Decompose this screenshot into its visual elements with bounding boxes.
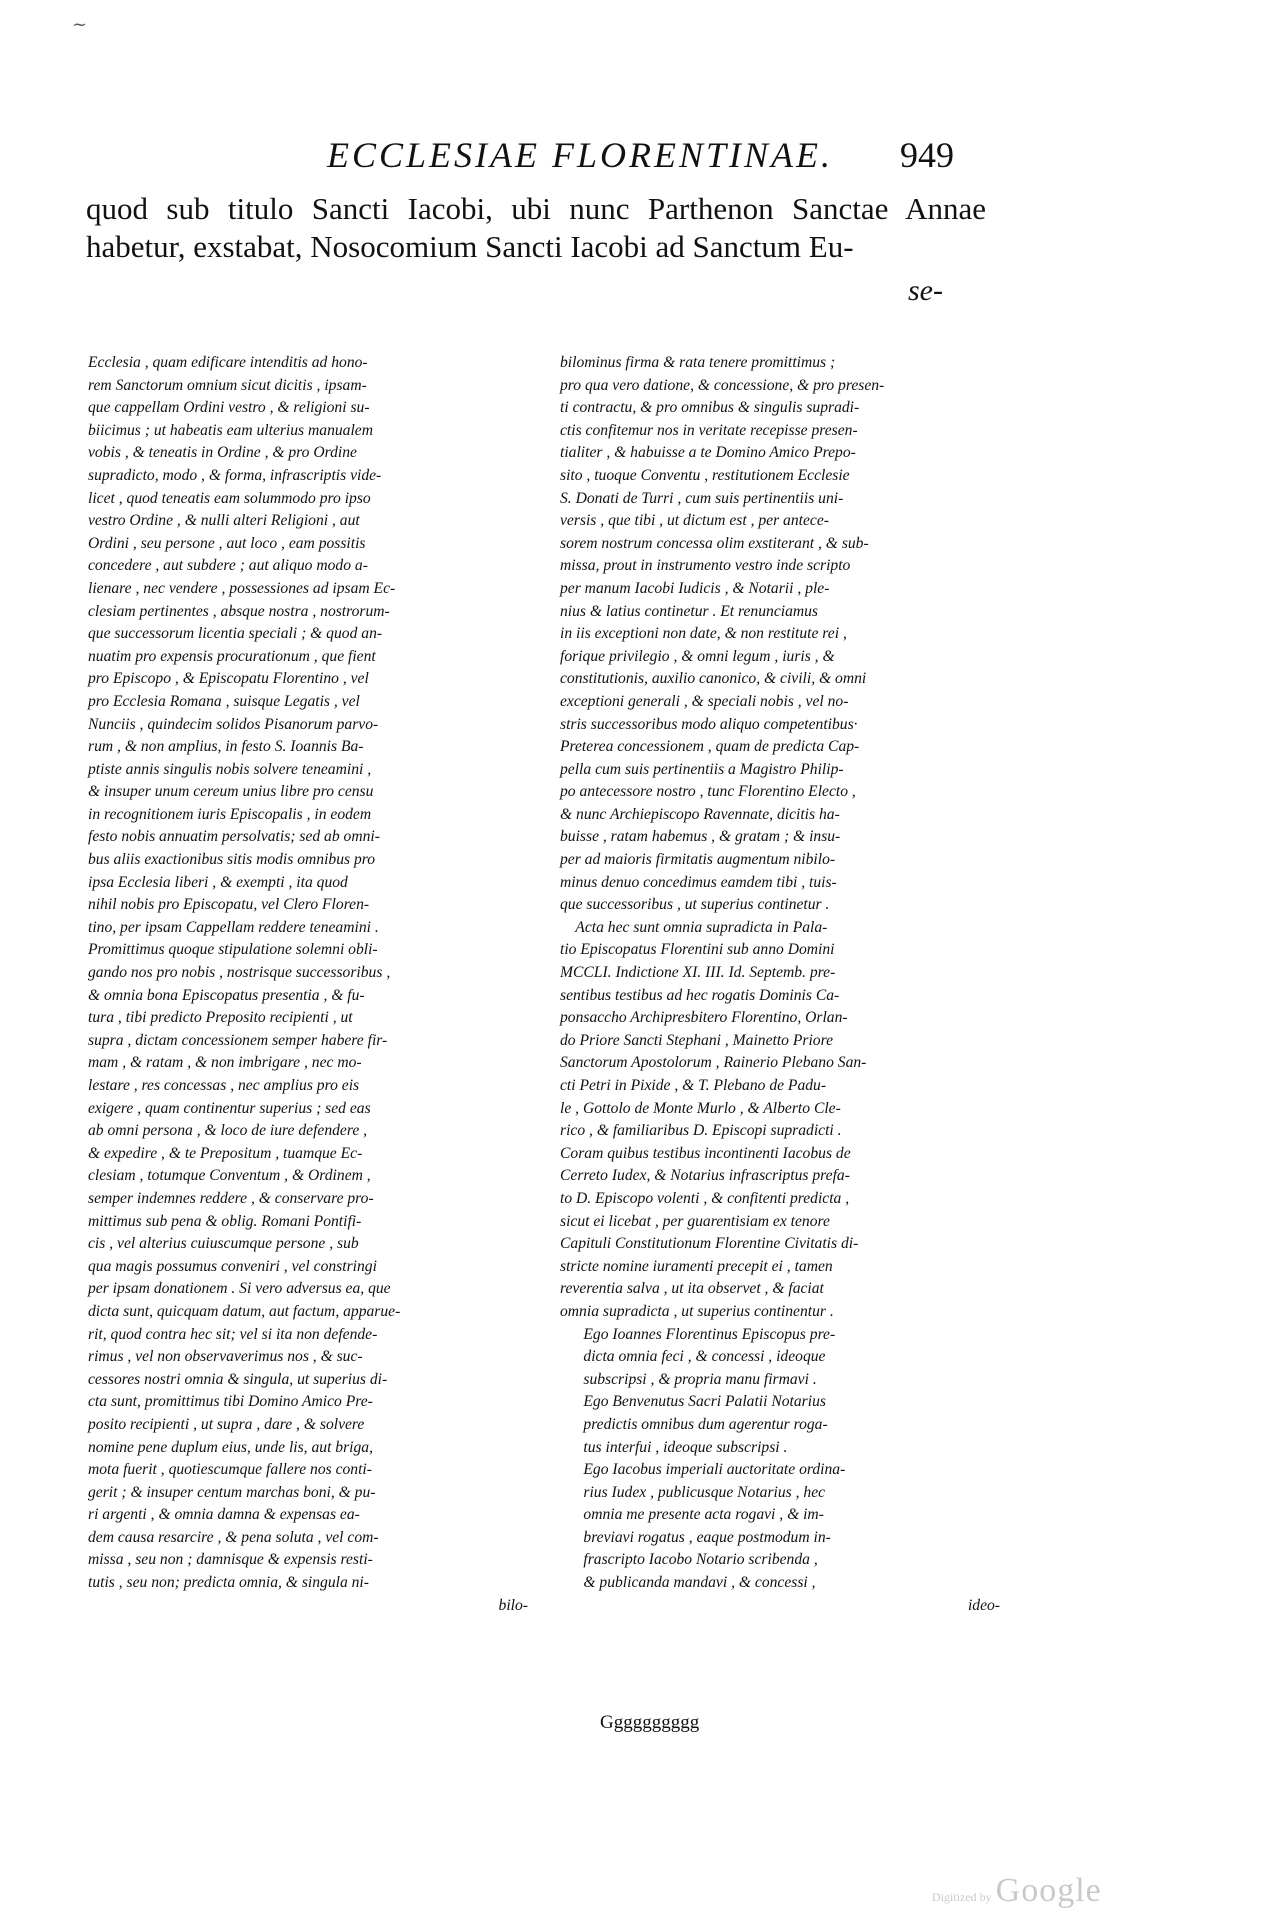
- right-column-line: constitutionis, auxilio canonico, & civili, & omni: [560, 670, 867, 688]
- signature-mark: Gggggggggg: [600, 1712, 700, 1733]
- right-column-line: S. Donati de Turri , cum suis pertinentiis uni-: [560, 489, 844, 507]
- right-column-line: sicut ei licebat , per guarentisiam ex tenore: [560, 1212, 830, 1230]
- left-column-line: & insuper unum cereum unius libre pro censu: [88, 783, 374, 801]
- right-catchword: ideo-: [967, 1596, 1000, 1614]
- left-column-line: licet , quod teneatis eam solummodo pro ipso: [88, 489, 371, 507]
- right-column-line: exceptioni generali , & speciali nobis , vel no-: [560, 692, 849, 710]
- right-column-line: sentibus testibus ad hec rogatis Dominis Ca-: [560, 986, 840, 1004]
- left-column-line: nuatim pro expensis procurationum , que fient: [88, 647, 376, 665]
- right-column-line: subscripsi , & propria manu firmavi .: [560, 1370, 817, 1388]
- right-column-line: le , Gottolo de Monte Murlo , & Alberto Cle-: [560, 1099, 841, 1117]
- right-column-line: pella cum suis pertinentiis a Magistro Philip-: [560, 760, 844, 778]
- right-column-line: reverentia salva , ut ita observet , & faciat: [560, 1280, 824, 1298]
- left-column-line: cis , vel alterius cuiuscumque persone , sub: [88, 1235, 359, 1253]
- left-column-line: clesiam , totumque Conventum , & Ordinem ,: [88, 1167, 371, 1185]
- left-column-line: bus aliis exactionibus sitis modis omnibus pro: [88, 851, 376, 869]
- right-column-line: & nunc Archiepiscopo Ravennate, dicitis ha-: [560, 805, 840, 823]
- left-column-line: tura , tibi predicto Preposito recipienti , ut: [88, 1009, 353, 1027]
- digitized-watermark: [932, 1872, 1102, 1910]
- lead-paragraph-end: se-: [908, 274, 943, 307]
- left-column-line: cessores nostri omnia & singula, ut superius di-: [88, 1370, 388, 1388]
- left-column-line: Nunciis , quindecim solidos Pisanorum parvo-: [88, 715, 379, 733]
- right-column-line: ti contractu, & pro omnibus & singulis supradi-: [560, 399, 860, 417]
- right-column-line: rius Iudex , publicusque Notarius , hec: [560, 1483, 826, 1501]
- left-column-line: ri argenti , & omnia damna & expensas ea-: [88, 1506, 360, 1524]
- left-column-line: & omnia bona Episcopatus presentia , & fu-: [88, 986, 365, 1004]
- left-column-line: exigere , quam continentur superius ; sed eas: [88, 1099, 371, 1117]
- watermark-small-text: Digitized by: [932, 1890, 992, 1904]
- left-column-line: Ecclesia , quam edificare intenditis ad hono-: [88, 354, 368, 371]
- right-column-line: omnia me presente acta rogavi , & im-: [560, 1506, 824, 1524]
- left-column-line: qua magis possumus conveniri , vel constringi: [88, 1257, 377, 1275]
- left-column-line: mota fuerit , quotiescumque fallere nos conti-: [88, 1461, 372, 1479]
- lead-paragraph: quod sub titulo Sancti Iacobi, ubi nunc Parthenon Sanctae Annae habetur, exstabat, Nosocomium Sancti Iacobi ad Sanctum Eu-: [86, 191, 986, 264]
- right-column-line: minus denuo concedimus eamdem tibi , tuis-: [560, 873, 837, 891]
- left-column-line: vestro Ordine , & nulli alteri Religioni , aut: [88, 512, 360, 530]
- left-column-line: supradicto, modo , & forma, infrascriptis vide-: [88, 466, 382, 484]
- right-column-line: buisse , ratam habemus , & gratam ; & insu-: [560, 828, 841, 846]
- left-column-line: ptiste annis singulis nobis solvere teneamini ,: [88, 760, 372, 778]
- left-column-line: que successorum licentia speciali ; & quod an-: [88, 625, 383, 643]
- left-column-line: nomine pene duplum eius, unde lis, aut briga,: [88, 1438, 373, 1456]
- left-column-line: & expedire , & te Prepositum , tuamque Ec-: [88, 1144, 363, 1162]
- right-column-line: Sanctorum Apostolorum , Rainerio Plebano San-: [560, 1054, 867, 1072]
- right-column-line: to D. Episcopo volenti , & confitenti predicta ,: [560, 1189, 850, 1207]
- right-column-line: bilominus firma & rata tenere promittimus ;: [560, 354, 836, 371]
- left-catchword: bilo-: [498, 1596, 528, 1614]
- left-column-line: clesiam pertinentes , absque nostra , nostrorum-: [88, 602, 390, 620]
- left-column-line: que cappellam Ordini vestro , & religioni su-: [88, 399, 370, 417]
- right-column-line: Ego Iacobus imperiali auctoritate ordina-: [560, 1461, 846, 1479]
- left-column-line: per ipsam donationem . Si vero adversus ea, que: [88, 1280, 391, 1298]
- right-column-line: po antecessore nostro , tunc Florentino Electo ,: [560, 783, 856, 801]
- left-column-line: rum , & non amplius, in festo S. Ioannis Ba-: [88, 738, 364, 756]
- right-column-line: Coram quibus testibus incontinenti Iacobus de: [560, 1144, 851, 1162]
- right-column-line: dicta omnia feci , & concessi , ideoque: [560, 1348, 826, 1366]
- left-column-line: mittimus sub pena & oblig. Romani Pontifi-: [88, 1212, 362, 1230]
- left-column-line: pro Ecclesia Romana , suisque Legatis , vel: [88, 692, 360, 710]
- right-column-line: nius & latius continetur . Et renunciamus: [560, 602, 819, 620]
- right-column-line: ctis confitemur nos in veritate recepisse presen-: [560, 421, 858, 439]
- page-number: 949: [900, 135, 954, 175]
- left-column-line: mam , & ratam , & non imbrigare , nec mo-: [88, 1054, 362, 1072]
- left-column-line: missa , seu non ; damnisque & expensis resti-: [88, 1551, 373, 1569]
- left-column-line: biicimus ; ut habeatis eam ulterius manualem: [88, 421, 373, 439]
- right-column-line: sorem nostrum concessa olim exstiterant , & sub-: [560, 534, 869, 552]
- left-column-line: ab omni persona , & loco de iure defendere ,: [88, 1122, 368, 1140]
- right-column-line: Acta hec sunt omnia supradicta in Pala-: [560, 918, 828, 936]
- right-column-line: versis , que tibi , ut dictum est , per antece-: [560, 512, 829, 530]
- left-column-line: gando nos pro nobis , nostrisque successoribus ,: [88, 964, 391, 982]
- right-column-line: do Priore Sancti Stephani , Mainetto Priore: [560, 1031, 833, 1049]
- left-column-line: posito recipienti , ut supra , dare , & solvere: [88, 1415, 365, 1433]
- corner-mark: ~: [72, 14, 88, 35]
- right-column-line: predictis omnibus dum agerentur roga-: [560, 1415, 828, 1433]
- right-column-line: Capituli Constitutionum Florentine Civitatis di-: [560, 1235, 859, 1253]
- right-column-line: tus interfui , ideoque subscripsi .: [560, 1438, 788, 1456]
- right-column-line: que successoribus , ut superius continetur .: [560, 896, 830, 914]
- left-column-line: tino, per ipsam Cappellam reddere teneamini .: [88, 918, 379, 936]
- left-column-line: ipsa Ecclesia liberi , & exempti , ita quod: [88, 873, 348, 891]
- left-column-line: in recognitionem iuris Episcopalis , in eodem: [88, 805, 372, 823]
- right-column-line: omnia supradicta , ut superius continentur .: [560, 1302, 834, 1320]
- left-column-line: tutis , seu non; predicta omnia, & singula ni-: [88, 1574, 369, 1592]
- right-column-line: breviavi rogatus , eaque postmodum in-: [560, 1528, 831, 1546]
- watermark-logo-text: Google: [995, 1872, 1102, 1909]
- left-column-line: lienare , nec vendere , possessiones ad ipsam Ec-: [88, 579, 396, 597]
- right-column-line: in iis exceptioni non date, & non restitute rei ,: [560, 625, 847, 643]
- left-column-line: gerit ; & insuper centum marchas boni, & pu-: [88, 1483, 376, 1501]
- right-column-line: per manum Iacobi Iudicis , & Notarii , ple-: [560, 579, 830, 597]
- left-column-line: nihil nobis pro Episcopatu, vel Clero Floren-: [88, 896, 370, 914]
- right-column-line: & publicanda mandavi , & concessi ,: [560, 1574, 816, 1592]
- left-column-line: vobis , & teneatis in Ordine , & pro Ordine: [88, 444, 357, 462]
- right-column-line: per ad maioris firmitatis augmentum nibilo-: [560, 851, 836, 869]
- right-column-line: cti Petri in Pixide , & T. Plebano de Padu-: [560, 1077, 827, 1094]
- left-column-line: lestare , res concessas , nec amplius pro eis: [88, 1077, 360, 1094]
- left-column-line: concedere , aut subdere ; aut aliquo modo a-: [88, 557, 368, 575]
- left-column-line: Ordini , seu persone , aut loco , eam possitis: [88, 534, 366, 552]
- right-column-line: ponsaccho Archipresbitero Florentino, Orlan-: [560, 1009, 848, 1027]
- right-column-line: sito , tuoque Conventu , restitutionem Ecclesie: [560, 466, 850, 484]
- right-column-line: forique privilegio , & omni legum , iuris , &: [560, 647, 835, 665]
- right-column-line: pro qua vero datione, & concessione, & pro presen-: [560, 376, 885, 394]
- left-column-line: dicta sunt, quicquam datum, aut factum, apparue-: [88, 1302, 401, 1320]
- left-column-line: rit, quod contra hec sit; vel si ita non defende-: [88, 1325, 378, 1343]
- left-column-line: dem causa resarcire , & pena soluta , vel com-: [88, 1528, 379, 1546]
- left-column-line: semper indemnes reddere , & conservare pro-: [88, 1189, 374, 1207]
- right-column-line: MCCLI. Indictione XI. III. Id. Septemb. pre-: [560, 964, 836, 982]
- left-column-line: supra , dictam concessionem semper habere fir-: [88, 1031, 388, 1049]
- right-column-line: Ego Benvenutus Sacri Palatii Notarius: [560, 1393, 826, 1411]
- running-head: ECCLESIAE FLORENTINAE.: [327, 135, 833, 175]
- right-column-line: tialiter , & habuisse a te Domino Amico Prepo-: [560, 444, 856, 462]
- right-column-line: stricte nomine iuramenti precepit ei , tamen: [560, 1257, 833, 1275]
- left-column-line: festo nobis annuatim persolvatis; sed ab omni-: [88, 828, 380, 846]
- left-column-line: rem Sanctorum omnium sicut dicitis , ipsam-: [88, 376, 367, 394]
- left-column-line: rimus , vel non observaverimus nos , & suc-: [88, 1348, 363, 1366]
- left-column-line: cta sunt, promittimus tibi Domino Amico Pre-: [88, 1393, 373, 1411]
- right-column: [560, 352, 1000, 1617]
- right-column-line: missa, prout in instrumento vestro inde scripto: [560, 557, 851, 575]
- right-column-line: tio Episcopatus Florentini sub anno Domini: [560, 941, 835, 959]
- right-column-line: frascripto Iacobo Notario scribenda ,: [560, 1551, 818, 1569]
- right-column-line: Cerreto Iudex, & Notarius infrascriptus prefa-: [560, 1167, 850, 1185]
- right-column-line: rico , & familiaribus D. Episcopi supradicti .: [560, 1122, 842, 1140]
- right-column-line: stris successoribus modo aliquo competentibus·: [560, 715, 858, 733]
- right-column-line: Ego Ioannes Florentinus Episcopus pre-: [560, 1325, 836, 1343]
- right-column-line: Preterea concessionem , quam de predicta Cap-: [560, 738, 860, 756]
- left-column-line: pro Episcopo , & Episcopatu Florentino , vel: [88, 670, 369, 688]
- left-column: [88, 352, 528, 1617]
- left-column-line: Promittimus quoque stipulatione solemni obli-: [88, 941, 378, 959]
